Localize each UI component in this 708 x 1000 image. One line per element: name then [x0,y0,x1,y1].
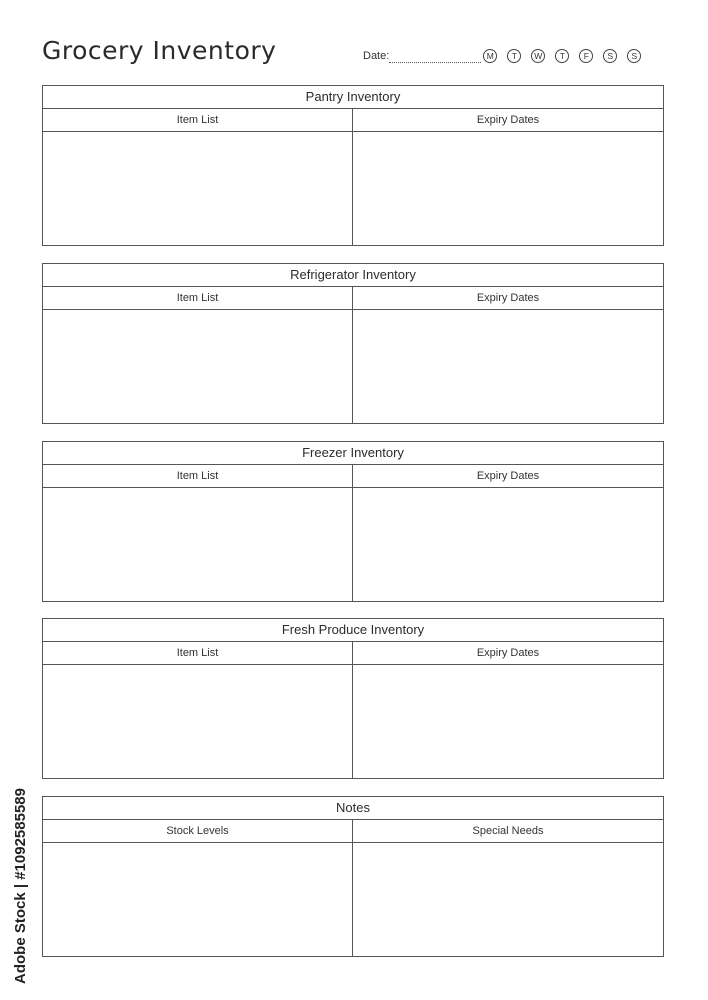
date-label: Date: [363,50,390,62]
day-sunday[interactable]: S [627,49,641,63]
weekday-selector [483,49,641,63]
section-title: Fresh Produce Inventory [43,619,663,642]
date-field[interactable] [389,50,481,63]
column-bodies [43,843,663,957]
column-bodies [43,488,663,602]
column-bodies [43,310,663,424]
section-title: Refrigerator Inventory [43,264,663,287]
day-tuesday[interactable]: T [507,49,521,63]
column-headers [43,465,663,488]
column-header-left: Stock Levels [43,820,353,842]
column-header-left: Item List [43,642,353,664]
day-saturday[interactable]: S [603,49,617,63]
day-thursday[interactable]: T [555,49,569,63]
column-headers [43,820,663,843]
expiry-dates-area[interactable] [353,488,663,602]
item-list-area[interactable] [43,665,353,779]
expiry-dates-area[interactable] [353,132,663,246]
stock-id-watermark: Adobe Stock | #1092585589 [12,788,29,984]
column-bodies [43,665,663,779]
expiry-dates-area[interactable] [353,310,663,424]
column-headers [43,109,663,132]
column-header-right: Expiry Dates [476,114,540,126]
column-bodies [43,132,663,246]
stock-levels-area[interactable] [43,843,353,957]
section-notes [42,796,664,957]
column-header-left: Item List [43,109,353,131]
expiry-dates-area[interactable] [353,665,663,779]
column-headers [43,287,663,310]
column-header-right: Expiry Dates [476,647,540,659]
item-list-area[interactable] [43,488,353,602]
column-header-right: Expiry Dates [476,470,540,482]
section-title: Freezer Inventory [43,442,663,465]
day-friday[interactable]: F [579,49,593,63]
item-list-area[interactable] [43,132,353,246]
day-monday[interactable]: M [483,49,497,63]
item-list-area[interactable] [43,310,353,424]
section-title: Pantry Inventory [43,86,663,109]
special-needs-area[interactable] [353,843,663,957]
column-headers [43,642,663,665]
column-header-left: Item List [43,287,353,309]
section-pantry [42,85,664,246]
date-area [363,46,641,66]
section-freezer [42,441,664,602]
section-fresh-produce [42,618,664,779]
day-wednesday[interactable]: W [531,49,545,63]
column-header-right: Special Needs [472,825,544,837]
column-header-left: Item List [43,465,353,487]
column-header-right: Expiry Dates [476,292,540,304]
section-title: Notes [43,797,663,820]
section-refrigerator [42,263,664,424]
page-title: Grocery Inventory [42,36,277,65]
